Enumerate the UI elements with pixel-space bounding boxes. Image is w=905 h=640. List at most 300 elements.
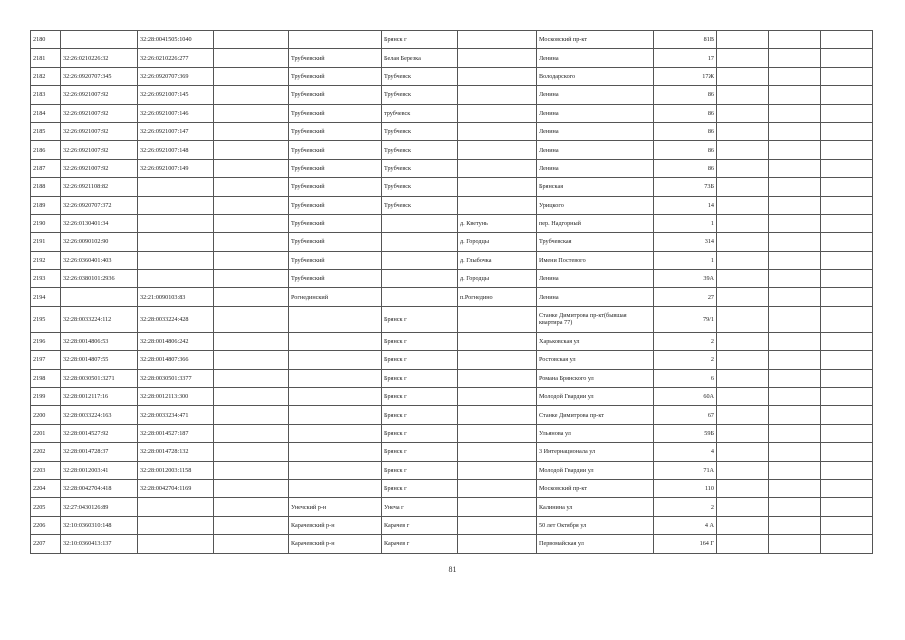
street-cell: Ленина bbox=[537, 270, 654, 288]
extra-cell-3 bbox=[821, 498, 873, 516]
extra-cell-3 bbox=[821, 159, 873, 177]
house-number-cell: 86 bbox=[654, 159, 717, 177]
extra-cell-3 bbox=[821, 214, 873, 232]
empty-cell bbox=[214, 196, 289, 214]
city-cell: трубчевск bbox=[382, 104, 458, 122]
object-cadastral-number-cell: 32:26:0920707:369 bbox=[138, 67, 214, 85]
street-cell: Трубчевская bbox=[537, 233, 654, 251]
house-number-cell: 86 bbox=[654, 141, 717, 159]
street-cell: Ленина bbox=[537, 49, 654, 67]
table-row bbox=[31, 535, 873, 553]
cadastral-number-cell bbox=[61, 288, 138, 306]
cadastral-number-cell: 32:26:0920707:372 bbox=[61, 196, 138, 214]
extra-cell-3 bbox=[821, 461, 873, 479]
city-cell: Брянск г bbox=[382, 306, 458, 332]
house-number-cell: 1 bbox=[654, 214, 717, 232]
settlement-cell bbox=[458, 159, 537, 177]
object-cadastral-number-cell: 32:26:0921007:148 bbox=[138, 141, 214, 159]
settlement-cell bbox=[458, 406, 537, 424]
district-cell: Трубчевский bbox=[289, 122, 382, 140]
city-cell: Брянск г bbox=[382, 31, 458, 49]
table-body bbox=[31, 31, 873, 554]
house-number-cell: 14 bbox=[654, 196, 717, 214]
table-row bbox=[31, 461, 873, 479]
house-number-cell: 60А bbox=[654, 388, 717, 406]
district-cell: Трубчевский bbox=[289, 251, 382, 269]
table-row bbox=[31, 351, 873, 369]
empty-cell bbox=[214, 351, 289, 369]
extra-cell-2 bbox=[769, 288, 821, 306]
city-cell bbox=[382, 251, 458, 269]
extra-cell-3 bbox=[821, 141, 873, 159]
extra-cell-2 bbox=[769, 479, 821, 497]
district-cell bbox=[289, 461, 382, 479]
settlement-cell bbox=[458, 306, 537, 332]
settlement-cell: д. Кветунь bbox=[458, 214, 537, 232]
extra-cell-1 bbox=[717, 406, 769, 424]
extra-cell-3 bbox=[821, 31, 873, 49]
street-cell: Урицкого bbox=[537, 196, 654, 214]
row-number-cell: 2207 bbox=[31, 535, 61, 553]
street-cell: Московский пр-кт bbox=[537, 479, 654, 497]
table-row bbox=[31, 516, 873, 534]
object-cadastral-number-cell: 32:28:0033234:471 bbox=[138, 406, 214, 424]
settlement-cell bbox=[458, 516, 537, 534]
cadastral-number-cell: 32:28:0014728:37 bbox=[61, 443, 138, 461]
extra-cell-1 bbox=[717, 306, 769, 332]
row-number-cell: 2204 bbox=[31, 479, 61, 497]
street-cell: Ленина bbox=[537, 122, 654, 140]
extra-cell-2 bbox=[769, 406, 821, 424]
object-cadastral-number-cell: 32:28:0014728:132 bbox=[138, 443, 214, 461]
street-cell: Харьковская ул bbox=[537, 332, 654, 350]
table-row bbox=[31, 104, 873, 122]
house-number-cell: 73Б bbox=[654, 178, 717, 196]
district-cell: Трубчевский bbox=[289, 49, 382, 67]
district-cell: Трубчевский bbox=[289, 104, 382, 122]
extra-cell-1 bbox=[717, 535, 769, 553]
district-cell: Унечский р-н bbox=[289, 498, 382, 516]
cadastral-number-cell: 32:26:0921007:92 bbox=[61, 122, 138, 140]
settlement-cell bbox=[458, 104, 537, 122]
district-cell: Трубчевский bbox=[289, 233, 382, 251]
settlement-cell bbox=[458, 369, 537, 387]
empty-cell bbox=[214, 31, 289, 49]
settlement-cell bbox=[458, 49, 537, 67]
object-cadastral-number-cell: 32:28:0014807:366 bbox=[138, 351, 214, 369]
street-cell: Станке Димитрова пр-кт bbox=[537, 406, 654, 424]
extra-cell-2 bbox=[769, 86, 821, 104]
cadastral-number-cell: 32:26:0921007:92 bbox=[61, 104, 138, 122]
extra-cell-2 bbox=[769, 332, 821, 350]
object-cadastral-number-cell: 32:21:0090103:83 bbox=[138, 288, 214, 306]
settlement-cell bbox=[458, 178, 537, 196]
street-cell: Ленина bbox=[537, 104, 654, 122]
cadastral-number-cell: 32:28:0012117:16 bbox=[61, 388, 138, 406]
table-row bbox=[31, 443, 873, 461]
house-number-cell: 59Б bbox=[654, 424, 717, 442]
extra-cell-1 bbox=[717, 86, 769, 104]
extra-cell-3 bbox=[821, 388, 873, 406]
row-number-cell: 2192 bbox=[31, 251, 61, 269]
street-cell: Московский пр-кт bbox=[537, 31, 654, 49]
cadastral-number-cell: 32:28:0042704:418 bbox=[61, 479, 138, 497]
table-row bbox=[31, 67, 873, 85]
cadastral-number-cell: 32:28:0033224:112 bbox=[61, 306, 138, 332]
cadastral-number-cell: 32:28:0030501:3271 bbox=[61, 369, 138, 387]
house-number-cell: 2 bbox=[654, 351, 717, 369]
document-page bbox=[30, 30, 872, 554]
row-number-cell: 2200 bbox=[31, 406, 61, 424]
extra-cell-3 bbox=[821, 86, 873, 104]
city-cell: Трубчевск bbox=[382, 86, 458, 104]
table-row bbox=[31, 122, 873, 140]
row-number-cell: 2199 bbox=[31, 388, 61, 406]
district-cell: Карачевский р-н bbox=[289, 535, 382, 553]
table-row bbox=[31, 369, 873, 387]
city-cell: Трубчевск bbox=[382, 67, 458, 85]
city-cell bbox=[382, 214, 458, 232]
cadastral-number-cell: 32:28:0014806:53 bbox=[61, 332, 138, 350]
city-cell: Карачев г bbox=[382, 516, 458, 534]
extra-cell-3 bbox=[821, 104, 873, 122]
extra-cell-3 bbox=[821, 233, 873, 251]
cadastral-number-cell: 32:28:0014527:92 bbox=[61, 424, 138, 442]
row-number-cell: 2198 bbox=[31, 369, 61, 387]
cadastral-number-cell: 32:28:0033224:163 bbox=[61, 406, 138, 424]
extra-cell-2 bbox=[769, 351, 821, 369]
table-row bbox=[31, 406, 873, 424]
extra-cell-2 bbox=[769, 498, 821, 516]
extra-cell-1 bbox=[717, 31, 769, 49]
extra-cell-1 bbox=[717, 122, 769, 140]
row-number-cell: 2180 bbox=[31, 31, 61, 49]
table-row bbox=[31, 214, 873, 232]
extra-cell-2 bbox=[769, 369, 821, 387]
table-row bbox=[31, 332, 873, 350]
extra-cell-1 bbox=[717, 233, 769, 251]
city-cell: Трубчевск bbox=[382, 141, 458, 159]
table-row bbox=[31, 479, 873, 497]
street-cell: 50 лет Октября ул bbox=[537, 516, 654, 534]
house-number-cell: 4 bbox=[654, 443, 717, 461]
city-cell: Унеча г bbox=[382, 498, 458, 516]
extra-cell-3 bbox=[821, 424, 873, 442]
extra-cell-1 bbox=[717, 104, 769, 122]
cadastral-number-cell: 32:26:0360401:403 bbox=[61, 251, 138, 269]
house-number-cell: 2 bbox=[654, 498, 717, 516]
empty-cell bbox=[214, 461, 289, 479]
object-cadastral-number-cell bbox=[138, 233, 214, 251]
object-cadastral-number-cell bbox=[138, 196, 214, 214]
district-cell bbox=[289, 351, 382, 369]
empty-cell bbox=[214, 67, 289, 85]
extra-cell-1 bbox=[717, 424, 769, 442]
extra-cell-1 bbox=[717, 49, 769, 67]
settlement-cell: д. Городцы bbox=[458, 233, 537, 251]
district-cell: Трубчевский bbox=[289, 214, 382, 232]
object-cadastral-number-cell: 32:28:0014527:187 bbox=[138, 424, 214, 442]
house-number-cell: 6 bbox=[654, 369, 717, 387]
object-cadastral-number-cell bbox=[138, 270, 214, 288]
row-number-cell: 2195 bbox=[31, 306, 61, 332]
extra-cell-1 bbox=[717, 214, 769, 232]
empty-cell bbox=[214, 288, 289, 306]
row-number-cell: 2206 bbox=[31, 516, 61, 534]
extra-cell-1 bbox=[717, 288, 769, 306]
extra-cell-1 bbox=[717, 479, 769, 497]
extra-cell-2 bbox=[769, 104, 821, 122]
house-number-cell: 2 bbox=[654, 332, 717, 350]
cadastral-number-cell: 32:26:0130401:34 bbox=[61, 214, 138, 232]
object-cadastral-number-cell: 32:26:0210226:277 bbox=[138, 49, 214, 67]
extra-cell-1 bbox=[717, 251, 769, 269]
object-cadastral-number-cell bbox=[138, 178, 214, 196]
city-cell: Брянск г bbox=[382, 461, 458, 479]
object-cadastral-number-cell: 32:26:0921007:147 bbox=[138, 122, 214, 140]
object-cadastral-number-cell: 32:28:0041505:1040 bbox=[138, 31, 214, 49]
extra-cell-2 bbox=[769, 31, 821, 49]
extra-cell-1 bbox=[717, 369, 769, 387]
object-cadastral-number-cell bbox=[138, 498, 214, 516]
settlement-cell bbox=[458, 351, 537, 369]
row-number-cell: 2182 bbox=[31, 67, 61, 85]
house-number-cell: 27 bbox=[654, 288, 717, 306]
table-row bbox=[31, 196, 873, 214]
street-cell: Калинина ул bbox=[537, 498, 654, 516]
empty-cell bbox=[214, 516, 289, 534]
object-cadastral-number-cell bbox=[138, 516, 214, 534]
extra-cell-1 bbox=[717, 178, 769, 196]
extra-cell-2 bbox=[769, 251, 821, 269]
page-number: 81 bbox=[448, 565, 457, 574]
object-cadastral-number-cell: 32:26:0921007:146 bbox=[138, 104, 214, 122]
settlement-cell bbox=[458, 443, 537, 461]
extra-cell-1 bbox=[717, 516, 769, 534]
house-number-cell: 4 А bbox=[654, 516, 717, 534]
settlement-cell bbox=[458, 535, 537, 553]
settlement-cell bbox=[458, 67, 537, 85]
table-row bbox=[31, 86, 873, 104]
settlement-cell bbox=[458, 461, 537, 479]
house-number-cell: 39А bbox=[654, 270, 717, 288]
extra-cell-3 bbox=[821, 251, 873, 269]
empty-cell bbox=[214, 369, 289, 387]
row-number-cell: 2188 bbox=[31, 178, 61, 196]
district-cell: Карачевский р-н bbox=[289, 516, 382, 534]
row-number-cell: 2191 bbox=[31, 233, 61, 251]
settlement-cell bbox=[458, 498, 537, 516]
city-cell: Брянск г bbox=[382, 351, 458, 369]
extra-cell-1 bbox=[717, 159, 769, 177]
row-number-cell: 2196 bbox=[31, 332, 61, 350]
empty-cell bbox=[214, 388, 289, 406]
street-cell: Ленина bbox=[537, 141, 654, 159]
city-cell: Трубчевск bbox=[382, 122, 458, 140]
cadastral-number-cell: 32:26:0380101:2936 bbox=[61, 270, 138, 288]
row-number-cell: 2193 bbox=[31, 270, 61, 288]
settlement-cell bbox=[458, 424, 537, 442]
street-cell: Ленина bbox=[537, 86, 654, 104]
house-number-cell: 17Ж bbox=[654, 67, 717, 85]
cadastral-number-cell bbox=[61, 31, 138, 49]
extra-cell-1 bbox=[717, 141, 769, 159]
extra-cell-2 bbox=[769, 516, 821, 534]
extra-cell-1 bbox=[717, 332, 769, 350]
object-cadastral-number-cell: 32:28:0030501:3377 bbox=[138, 369, 214, 387]
object-cadastral-number-cell: 32:28:0014806:242 bbox=[138, 332, 214, 350]
empty-cell bbox=[214, 49, 289, 67]
extra-cell-2 bbox=[769, 178, 821, 196]
house-number-cell: 86 bbox=[654, 86, 717, 104]
row-number-cell: 2203 bbox=[31, 461, 61, 479]
empty-cell bbox=[214, 406, 289, 424]
extra-cell-3 bbox=[821, 67, 873, 85]
street-cell: 3 Интернационала ул bbox=[537, 443, 654, 461]
city-cell: Трубчевск bbox=[382, 159, 458, 177]
city-cell: Белая Березка bbox=[382, 49, 458, 67]
extra-cell-1 bbox=[717, 270, 769, 288]
extra-cell-1 bbox=[717, 67, 769, 85]
extra-cell-2 bbox=[769, 461, 821, 479]
extra-cell-3 bbox=[821, 535, 873, 553]
house-number-cell: 86 bbox=[654, 122, 717, 140]
extra-cell-3 bbox=[821, 479, 873, 497]
extra-cell-1 bbox=[717, 443, 769, 461]
table-row bbox=[31, 251, 873, 269]
extra-cell-3 bbox=[821, 351, 873, 369]
city-cell: Брянск г bbox=[382, 443, 458, 461]
extra-cell-2 bbox=[769, 270, 821, 288]
object-cadastral-number-cell: 32:28:0012003:1158 bbox=[138, 461, 214, 479]
extra-cell-1 bbox=[717, 461, 769, 479]
empty-cell bbox=[214, 122, 289, 140]
cadastral-number-cell: 32:28:0012003:41 bbox=[61, 461, 138, 479]
street-cell: Ростовская ул bbox=[537, 351, 654, 369]
empty-cell bbox=[214, 251, 289, 269]
extra-cell-2 bbox=[769, 443, 821, 461]
extra-cell-3 bbox=[821, 196, 873, 214]
table-row bbox=[31, 141, 873, 159]
row-number-cell: 2190 bbox=[31, 214, 61, 232]
table-row bbox=[31, 424, 873, 442]
extra-cell-2 bbox=[769, 141, 821, 159]
extra-cell-3 bbox=[821, 270, 873, 288]
cadastral-number-cell: 32:10:0360413:137 bbox=[61, 535, 138, 553]
settlement-cell bbox=[458, 86, 537, 104]
empty-cell bbox=[214, 535, 289, 553]
city-cell: Брянск г bbox=[382, 406, 458, 424]
extra-cell-2 bbox=[769, 122, 821, 140]
table-row bbox=[31, 159, 873, 177]
settlement-cell bbox=[458, 479, 537, 497]
district-cell: Трубчевский bbox=[289, 159, 382, 177]
cadastral-number-cell: 32:26:0921007:92 bbox=[61, 159, 138, 177]
district-cell bbox=[289, 479, 382, 497]
row-number-cell: 2202 bbox=[31, 443, 61, 461]
street-cell: Ульянова ул bbox=[537, 424, 654, 442]
street-cell: Имени Постевого bbox=[537, 251, 654, 269]
empty-cell bbox=[214, 86, 289, 104]
cadastral-number-cell: 32:26:0921007:92 bbox=[61, 141, 138, 159]
row-number-cell: 2205 bbox=[31, 498, 61, 516]
cadastral-number-cell: 32:26:0921007:92 bbox=[61, 86, 138, 104]
house-number-cell: 81В bbox=[654, 31, 717, 49]
table-row bbox=[31, 178, 873, 196]
extra-cell-3 bbox=[821, 516, 873, 534]
house-number-cell: 71А bbox=[654, 461, 717, 479]
object-cadastral-number-cell bbox=[138, 214, 214, 232]
row-number-cell: 2183 bbox=[31, 86, 61, 104]
house-number-cell: 86 bbox=[654, 104, 717, 122]
street-cell: Володарского bbox=[537, 67, 654, 85]
empty-cell bbox=[214, 104, 289, 122]
district-cell: Рогнединский bbox=[289, 288, 382, 306]
extra-cell-1 bbox=[717, 196, 769, 214]
extra-cell-3 bbox=[821, 332, 873, 350]
cadastral-number-cell: 32:26:0921108:82 bbox=[61, 178, 138, 196]
empty-cell bbox=[214, 141, 289, 159]
extra-cell-1 bbox=[717, 351, 769, 369]
row-number-cell: 2201 bbox=[31, 424, 61, 442]
table-row bbox=[31, 498, 873, 516]
extra-cell-2 bbox=[769, 159, 821, 177]
row-number-cell: 2187 bbox=[31, 159, 61, 177]
empty-cell bbox=[214, 332, 289, 350]
settlement-cell: д. Глыбочка bbox=[458, 251, 537, 269]
table-row bbox=[31, 388, 873, 406]
object-cadastral-number-cell: 32:28:0042704:1169 bbox=[138, 479, 214, 497]
house-number-cell: 1 bbox=[654, 251, 717, 269]
extra-cell-3 bbox=[821, 369, 873, 387]
table-row bbox=[31, 49, 873, 67]
district-cell bbox=[289, 31, 382, 49]
district-cell bbox=[289, 424, 382, 442]
empty-cell bbox=[214, 178, 289, 196]
cadastral-number-cell: 32:28:0014807:55 bbox=[61, 351, 138, 369]
table-row bbox=[31, 31, 873, 49]
district-cell: Трубчевский bbox=[289, 86, 382, 104]
extra-cell-2 bbox=[769, 196, 821, 214]
cadastral-number-cell: 32:26:0090102:90 bbox=[61, 233, 138, 251]
district-cell bbox=[289, 369, 382, 387]
extra-cell-3 bbox=[821, 406, 873, 424]
cadastral-number-cell: 32:27:0430126:89 bbox=[61, 498, 138, 516]
empty-cell bbox=[214, 214, 289, 232]
empty-cell bbox=[214, 424, 289, 442]
settlement-cell bbox=[458, 332, 537, 350]
empty-cell bbox=[214, 479, 289, 497]
extra-cell-2 bbox=[769, 233, 821, 251]
extra-cell-2 bbox=[769, 424, 821, 442]
empty-cell bbox=[214, 306, 289, 332]
district-cell: Трубчевский bbox=[289, 141, 382, 159]
table-row bbox=[31, 270, 873, 288]
row-number-cell: 2186 bbox=[31, 141, 61, 159]
district-cell bbox=[289, 306, 382, 332]
empty-cell bbox=[214, 443, 289, 461]
city-cell bbox=[382, 233, 458, 251]
extra-cell-2 bbox=[769, 67, 821, 85]
city-cell: Брянск г bbox=[382, 424, 458, 442]
street-cell: пер. Надгорный bbox=[537, 214, 654, 232]
street-cell: Молодой Гвардии ул bbox=[537, 388, 654, 406]
row-number-cell: 2197 bbox=[31, 351, 61, 369]
extra-cell-1 bbox=[717, 388, 769, 406]
extra-cell-2 bbox=[769, 49, 821, 67]
house-number-cell: 17 bbox=[654, 49, 717, 67]
settlement-cell bbox=[458, 196, 537, 214]
